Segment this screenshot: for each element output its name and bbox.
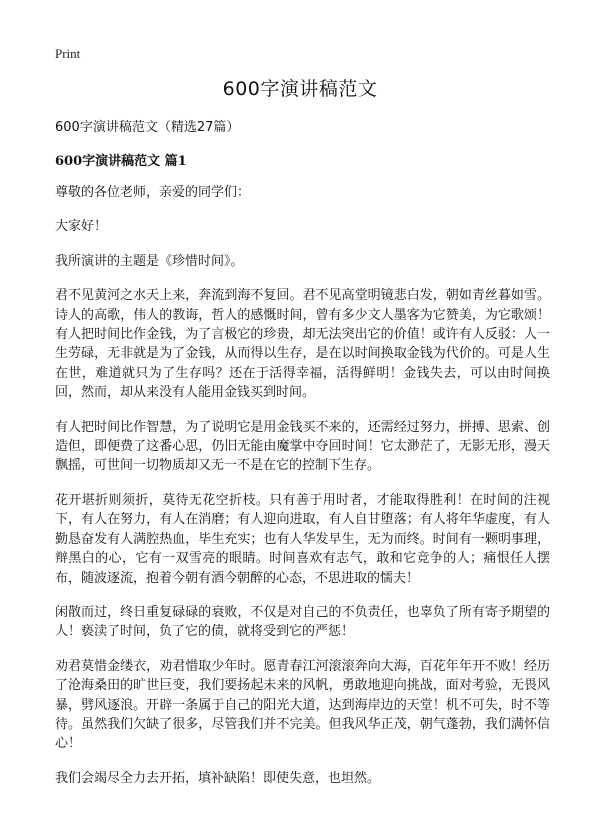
paragraph-salutation: 尊敬的各位老师，亲爱的同学们： [55, 185, 251, 200]
paragraph: 花开堪折则须折，莫待无花空折枝。只有善于用时者，才能取得胜利！在时间的注视下，有人在努力，有人在消磨；有人迎向进取，有人自甘堕落；有人将年华虚度，有人勤恳奋发有人满腔热血，毕生充实；也有人华发早生，无为而终。时间有一颗明事理，辩黑白的心，它有一双雪亮的眼睛。时间喜欢有志气，敢和它竞争的人；痛恨任人摆布，随波逐流，抱着今朝有酒今朝醉的心态，不思进取的懦夫！ [55, 492, 550, 586]
paragraph-greeting: 大家好！ [55, 219, 108, 235]
paragraph: 我们会竭尽全力去开拓，填补缺陷！即使失意，也坦然。 [55, 770, 381, 786]
print-link[interactable]: Print [55, 46, 81, 61]
paragraph-topic: 我所演讲的主题是《珍惜时间》。 [55, 253, 244, 269]
page-title: 600字演讲稿范文 [222, 78, 378, 100]
article-subtitle: 600字演讲稿范文（精选27篇） [55, 120, 240, 135]
article-body [55, 118, 550, 803]
paragraph: 有人把时间比作智慧，为了说明它是用金钱买不来的，还需经过努力，拼搏、思索、创造但，即便费了这番心思，仍旧无能由魔掌中夺回时间！它太渺茫了，无影无形，漫天飘摇，可世间一切物质却又无一不是在它的控制下生存。 [55, 419, 550, 474]
section-heading: 600字演讲稿范文 篇1 [55, 154, 187, 169]
paragraph: 君不见黄河之水天上来，奔流到海不复回。君不见高堂明镜悲白发，朝如青丝暮如雪。诗人的高歌，伟人的教诲，哲人的感慨时间，曾有多少文人墨客为它赞美，为它歌颂！有人把时间比作金钱，为了言极它的珍贵，却无法突出它的价值！或许有人反驳：人一生劳碌，无非就是为了金钱，从而得以生存，是在以时间换取金钱为代价的。可是人生在世，难道就只为了生存吗？还在于活得幸福，活得鲜明！金钱失去，可以由时间换回，然而，却从来没有人能用金钱买到时间。 [55, 288, 550, 401]
paragraph: 闲散而过，终日重复碌碌的衰败，不仅是对自己的不负责任，也辜负了所有寄予期望的人！亵渎了时间，负了它的债，就将受到它的严惩！ [55, 604, 550, 640]
paragraph: 劝君莫惜金缕衣，劝君惜取少年时。愿青春江河滚滚奔向大海，百花年年开不败！经历了沧海桑田的旷世巨变，我们要扬起未来的风帆，勇敢地迎向挑战，面对考验，无畏风暴，劈风逐浪。开辟一条属于自己的阳光大道，达到海岸边的天堂！机不可失，时不等待。虽然我们欠缺了很多，尽管我们并不完美。但我风华正茂，朝气蓬勃，我们满怀信心！ [55, 658, 550, 752]
